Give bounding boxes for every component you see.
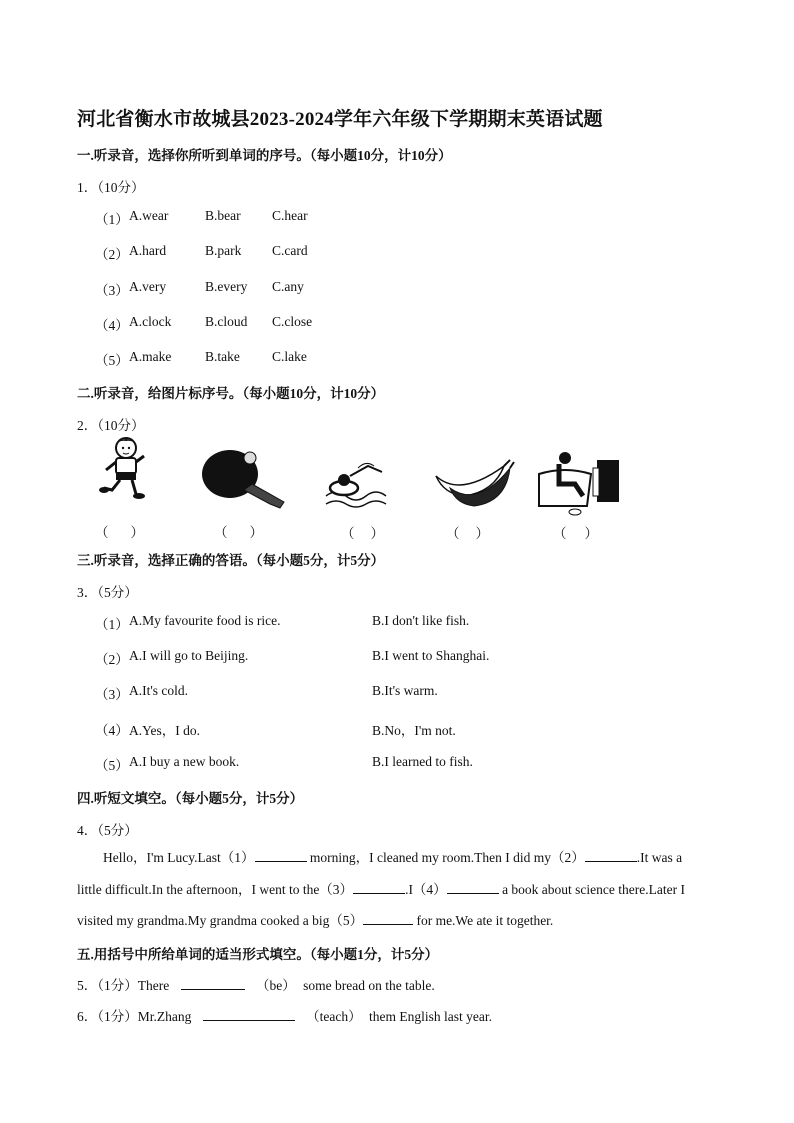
page-title: 河北省衡水市故城县2023-2024学年六年级下学期期末英语试题: [77, 109, 603, 130]
option-a: A.I will go to Beijing.: [129, 648, 249, 663]
option-b: B.every: [205, 279, 248, 294]
option-b: B.I went to Shanghai.: [372, 648, 490, 663]
option-num: （4）: [95, 723, 129, 738]
option-num: （5）: [95, 758, 129, 773]
option-c: C.any: [272, 279, 304, 294]
option-num: （3）: [95, 283, 129, 298]
option-c: C.close: [272, 314, 313, 329]
option-c: C.card: [272, 243, 308, 258]
option-num: （2）: [95, 247, 129, 262]
question-6: 6．（1分）Mr.Zhang （teach） them English last year.: [77, 1009, 492, 1024]
option-num: （3）: [95, 687, 129, 702]
question-1-label: 1．（10分）: [77, 180, 145, 195]
option-a: A.wear: [129, 208, 169, 223]
answer-paren-1[interactable]: （ ）: [95, 525, 144, 540]
option-b: B.I learned to fish.: [372, 754, 473, 769]
option-num: （1）: [95, 617, 129, 632]
section-1-heading: 一.听录音，选择你所听到单词的序号。（每小题10分，计10分）: [77, 148, 452, 163]
option-num: （4）: [95, 318, 129, 333]
section-5-heading: 五.用括号中所给单词的适当形式填空。（每小题1分，计5分）: [77, 947, 439, 962]
blank-4[interactable]: [447, 881, 499, 894]
ping-pong-paddle-icon: [200, 446, 286, 512]
bananas-icon: [430, 458, 516, 512]
option-num: （5）: [95, 353, 129, 368]
person-watching-tv-icon: [535, 446, 621, 518]
option-c: C.lake: [272, 349, 307, 364]
blank-1[interactable]: [255, 849, 307, 862]
question-5: 5．（1分）There （be） some bread on the table.: [77, 978, 435, 993]
option-a: A.Yes，I do.: [129, 723, 201, 738]
passage: Hello，I'm Lucy.Last（1） morning，I cleaned my room.Then I did my（2） .It was a little difficult.In the afternoon，I went to the（3） .I（4） a book about science there.Later I visited my grandma.My grandma cooked a big（5） for me.We ate it together.: [77, 850, 685, 928]
option-num: （2）: [95, 652, 129, 667]
question-4-label: 4．（5分）: [77, 823, 138, 838]
option-b: B.bear: [205, 208, 241, 223]
option-b: B.park: [205, 243, 242, 258]
option-c: C.hear: [272, 208, 308, 223]
answer-paren-2[interactable]: （ ）: [214, 525, 263, 540]
blank-2[interactable]: [585, 849, 637, 862]
option-b: B.I don't like fish.: [372, 613, 470, 628]
answer-paren-3[interactable]: （ ）: [341, 526, 384, 541]
option-num: （1）: [95, 212, 129, 227]
question-2-label: 2．（10分）: [77, 418, 145, 433]
option-b: B.No，I'm not.: [372, 723, 456, 738]
option-a: A.make: [129, 349, 172, 364]
option-a: A.I buy a new book.: [129, 754, 240, 769]
option-b: B.take: [205, 349, 240, 364]
blank-5[interactable]: [363, 912, 413, 925]
section-2-heading: 二.听录音，给图片标序号。（每小题10分，计10分）: [77, 386, 385, 401]
running-boy-icon: [98, 436, 150, 502]
answer-paren-4[interactable]: （ ）: [446, 526, 489, 541]
section-3-heading: 三.听录音，选择正确的答语。（每小题5分，计5分）: [77, 553, 385, 568]
swimming-person-icon: [322, 458, 388, 514]
option-b: B.cloud: [205, 314, 248, 329]
option-a: A.clock: [129, 314, 172, 329]
answer-paren-5[interactable]: （ ）: [553, 526, 598, 541]
option-a: A.My favourite food is rice.: [129, 613, 281, 628]
option-a: A.hard: [129, 243, 167, 258]
blank-3[interactable]: [353, 881, 405, 894]
option-a: A.It's cold.: [129, 683, 189, 698]
section-4-heading: 四.听短文填空。（每小题5分，计5分）: [77, 791, 304, 806]
question-3-label: 3．（5分）: [77, 585, 138, 600]
answer-blank-6[interactable]: [203, 1008, 295, 1021]
answer-blank-5[interactable]: [181, 977, 245, 990]
option-a: A.very: [129, 279, 167, 294]
option-b: B.It's warm.: [372, 683, 438, 698]
